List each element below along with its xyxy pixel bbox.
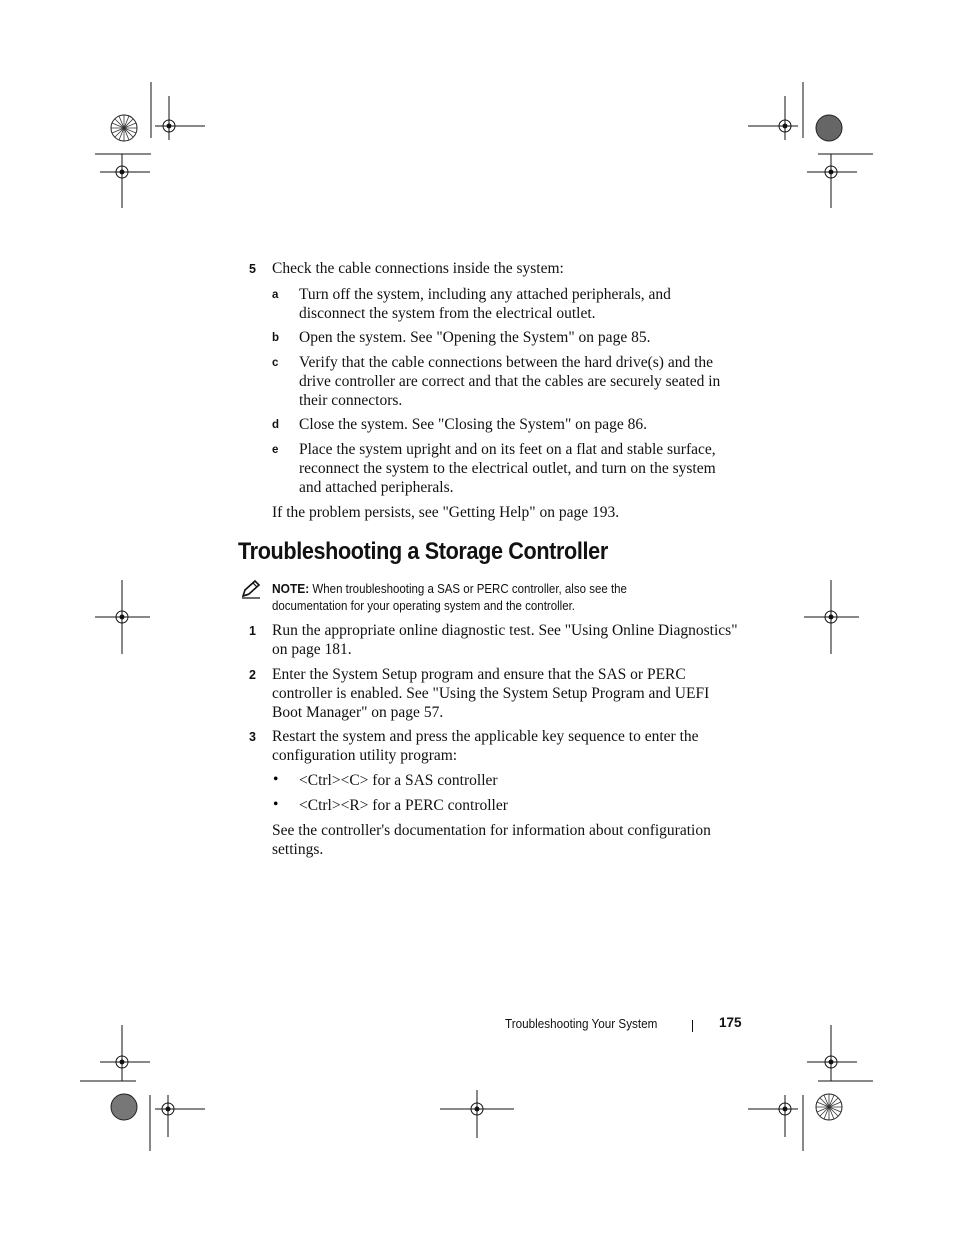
step-text: Enter the System Setup program and ensure that the SAS or PERC controller is enabled. See "Using the System Setup Program and UEFI Boot Manager" on page 57. [272,666,710,721]
registration-mark-bottom-right [745,1025,875,1155]
substep-letter: b [272,332,280,344]
step-number: 5 [249,262,256,276]
substep-text: Verify that the cable connections between the hard drive(s) and the drive controller are correct and that the cables are securely seated in their connectors. [299,354,721,409]
step-number: 2 [249,668,256,682]
section-heading: Troubleshooting a Storage Controller [238,538,608,565]
bullet-text: <Ctrl><R> for a PERC controller [299,797,508,814]
substep-text: Close the system. See "Closing the System" on page 86. [299,416,648,433]
substep-text: Turn off the system, including any attached peripherals, and disconnect the system from the electrical outlet. [299,286,671,322]
substep-text: Place the system upright and on its feet on a flat and stable surface, reconnect the system to the electrical outlet, and turn on the system and attached peripherals. [299,441,716,496]
registration-mark-top-right [745,82,875,212]
closing-text: See the controller's documentation for information about configuration settings. [272,822,711,858]
registration-mark-middle-left [95,580,155,656]
substep-letter: a [272,289,279,301]
bullet-text: <Ctrl><C> for a SAS controller [299,772,498,789]
note-label: NOTE: [272,581,310,596]
bullet-dot: • [273,771,279,788]
substep-letter: c [272,357,279,369]
substep-letter: e [272,444,279,456]
substep-text: Open the system. See "Opening the System" on page 85. [299,329,651,346]
note-text: NOTE: When troubleshooting a SAS or PERC controller, also see the documentation for your operating system and the controller. [272,581,627,613]
step-text: Run the appropriate online diagnostic test. See "Using Online Diagnostics" on page 181. [272,622,738,658]
registration-mark-top-left [95,82,210,212]
step-text: Check the cable connections inside the system: [272,260,564,277]
step-number: 3 [249,730,256,744]
registration-mark-middle-right [804,580,864,656]
registration-mark-bottom-left [80,1025,210,1155]
footer-section-title: Troubleshooting Your System [505,1016,658,1031]
followup-text: If the problem persists, see "Getting Help" on page 193. [272,504,620,521]
step-number: 1 [249,624,256,638]
bullet-dot: • [273,796,279,813]
page-number: 175 [719,1015,742,1030]
note-pencil-icon [240,579,262,599]
footer-separator [692,1020,693,1032]
registration-mark-bottom-center [440,1090,516,1140]
step-text: Restart the system and press the applicable key sequence to enter the configuration utility program: [272,728,699,764]
substep-letter: d [272,419,280,431]
